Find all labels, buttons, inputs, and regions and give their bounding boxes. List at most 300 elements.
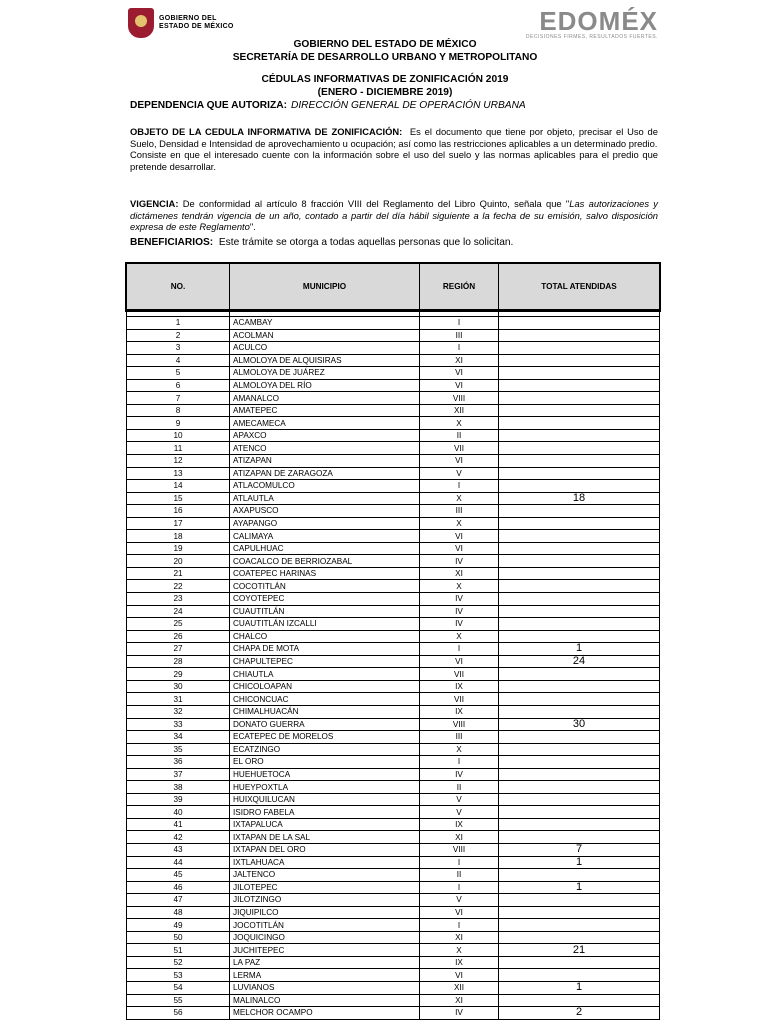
cell-municipio: CAPULHUAC [230,542,420,555]
table-row [127,680,660,693]
table-row [127,417,660,430]
cell-region: IV [420,768,499,781]
cell-total [499,379,660,392]
cell-no: 25 [127,618,230,631]
cell-total [499,869,660,882]
cell-total [499,756,660,769]
cell-region: III [420,329,499,342]
table-row [127,480,660,493]
cell-municipio: AYAPANGO [230,517,420,530]
cell-total [499,994,660,1007]
cell-region: VIII [420,843,499,856]
cell-region: IV [420,555,499,568]
cell-total: 1 [499,981,660,994]
cell-total [499,605,660,618]
vigencia-text: De conformidad al artículo 8 fracción VIII del Reglamento del Libro Quinto, señala que " [182,198,570,209]
cell-region: VI [420,455,499,468]
cell-region: VII [420,668,499,681]
cell-region: XI [420,567,499,580]
cell-municipio: ACAMBAY [230,317,420,330]
cell-municipio: JILOTEPEC [230,881,420,894]
cell-total [499,317,660,330]
table-row [127,367,660,380]
cell-municipio: ATLAUTLA [230,492,420,505]
cell-region: VIII [420,392,499,405]
cell-total [499,329,660,342]
cell-no: 41 [127,818,230,831]
cell-municipio: APAXCO [230,429,420,442]
cell-total [499,919,660,932]
table-row [127,404,660,417]
table-row [127,705,660,718]
table-row [127,818,660,831]
cell-no: 15 [127,492,230,505]
cell-total [499,417,660,430]
table-row [127,944,660,957]
cell-no: 27 [127,643,230,656]
cell-total: 24 [499,655,660,668]
cell-total [499,567,660,580]
cell-region: V [420,806,499,819]
cell-no: 24 [127,605,230,618]
cell-municipio: HUEYPOXTLA [230,781,420,794]
cell-total [499,931,660,944]
table-row [127,530,660,543]
cell-total: 7 [499,843,660,856]
cell-no: 43 [127,843,230,856]
beneficiarios-paragraph [130,237,658,249]
cell-municipio: AMANALCO [230,392,420,405]
cell-municipio: ALMOLOYA DE JUÁREZ [230,367,420,380]
cell-no: 22 [127,580,230,593]
table-row [127,455,660,468]
cell-municipio: CALIMAYA [230,530,420,543]
cell-total [499,768,660,781]
cell-no: 52 [127,956,230,969]
table-row [127,593,660,606]
cell-total [499,442,660,455]
cell-region: X [420,417,499,430]
header-municipio: MUNICIPIO [230,263,420,310]
cell-total [499,906,660,919]
gov-line1: GOBIERNO DEL [159,15,217,22]
cell-region: VI [420,655,499,668]
table-row [127,655,660,668]
cell-municipio: AXAPUSCO [230,505,420,518]
cell-total [499,818,660,831]
table-row [127,379,660,392]
cell-municipio: CHICONCUAC [230,693,420,706]
table-row [127,517,660,530]
cell-no: 20 [127,555,230,568]
cell-no: 50 [127,931,230,944]
cell-region: I [420,643,499,656]
cell-region: I [420,856,499,869]
vigencia-paragraph [130,198,658,233]
table-row [127,580,660,593]
cell-no: 3 [127,342,230,355]
cell-total [499,618,660,631]
cell-region: II [420,781,499,794]
cell-municipio: ATLACOMULCO [230,480,420,493]
gov-line2: ESTADO DE MÉXICO [159,23,234,30]
cell-no: 53 [127,969,230,982]
cell-total [499,505,660,518]
cell-region: VI [420,906,499,919]
cell-region: I [420,480,499,493]
cell-no: 14 [127,480,230,493]
cell-municipio: IXTAPALUCA [230,818,420,831]
table-row [127,731,660,744]
cell-municipio: CHALCO [230,630,420,643]
cell-municipio: HUEHUETOCA [230,768,420,781]
cell-municipio: ATIZAPAN DE ZARAGOZA [230,467,420,480]
cell-no: 51 [127,944,230,957]
cell-region: III [420,731,499,744]
cell-no: 40 [127,806,230,819]
table-row [127,894,660,907]
cell-municipio: CHAPA DE MOTA [230,643,420,656]
cell-total [499,705,660,718]
cell-no: 33 [127,718,230,731]
table-row [127,392,660,405]
title-line3: CÉDULAS INFORMATIVAS DE ZONIFICACIÓN 2019 [261,74,509,85]
cell-municipio: JILOTZINGO [230,894,420,907]
cell-municipio: ALMOLOYA DEL RÍO [230,379,420,392]
cell-no: 11 [127,442,230,455]
cell-municipio: CHAPULTEPEC [230,655,420,668]
vigencia-quote: Las autorizaciones y dictámenes tendrán vigencia de un año, contado a partir del día hábil siguiente a la fecha de su emisión, salvo disposición expresa de este Reglamento [130,198,658,233]
table-row [127,354,660,367]
table-row [127,630,660,643]
cell-region: V [420,793,499,806]
cell-no: 29 [127,668,230,681]
cell-no: 7 [127,392,230,405]
objeto-paragraph [130,126,658,173]
cell-region: XII [420,981,499,994]
dependencia-label: DEPENDENCIA QUE AUTORIZA: [130,100,287,111]
cell-total [499,593,660,606]
cell-municipio: JUCHITEPEC [230,944,420,957]
cell-no: 55 [127,994,230,1007]
cell-total [499,480,660,493]
cell-no: 49 [127,919,230,932]
cell-municipio: LA PAZ [230,956,420,969]
cell-region: VI [420,379,499,392]
cell-region: XI [420,931,499,944]
cell-municipio: IXTAPAN DE LA SAL [230,831,420,844]
cell-total [499,404,660,417]
cell-total: 1 [499,643,660,656]
cell-total [499,731,660,744]
cell-region: XII [420,404,499,417]
table-row [127,442,660,455]
cell-total: 2 [499,1007,660,1020]
cell-no: 12 [127,455,230,468]
cell-no: 32 [127,705,230,718]
document-titles [0,38,770,99]
cell-no: 38 [127,781,230,794]
table-row [127,329,660,342]
coat-of-arms-icon [128,8,154,38]
government-logo-text [159,15,234,31]
cell-no: 17 [127,517,230,530]
cell-no: 31 [127,693,230,706]
table-row [127,781,660,794]
cell-total [499,894,660,907]
cell-no: 34 [127,731,230,744]
cell-region: VI [420,969,499,982]
cell-municipio: HUIXQUILUCAN [230,793,420,806]
cell-no: 2 [127,329,230,342]
cell-region: X [420,630,499,643]
cell-municipio: CHIMALHUACÁN [230,705,420,718]
cell-municipio: EL ORO [230,756,420,769]
table-row [127,806,660,819]
cell-municipio: MELCHOR OCAMPO [230,1007,420,1020]
cell-total [499,542,660,555]
cell-region: I [420,756,499,769]
cell-municipio: CHIAUTLA [230,668,420,681]
table-row [127,843,660,856]
cell-region: I [420,919,499,932]
table-row [127,919,660,932]
table-row [127,756,660,769]
government-logo [128,8,234,38]
cell-total [499,392,660,405]
cell-municipio: CUAUTITLÁN [230,605,420,618]
cell-total [499,781,660,794]
cell-total [499,455,660,468]
cell-region: X [420,580,499,593]
brand-word: EDOMÉX [539,6,658,36]
table-row [127,793,660,806]
cell-municipio: CHICOLOAPAN [230,680,420,693]
cell-region: X [420,492,499,505]
table-row [127,342,660,355]
cell-region: IV [420,593,499,606]
table-row [127,718,660,731]
table-row [127,605,660,618]
cell-no: 8 [127,404,230,417]
cell-municipio: JOQUICINGO [230,931,420,944]
cell-total [499,680,660,693]
cell-total [499,517,660,530]
cell-no: 56 [127,1007,230,1020]
cell-region: I [420,317,499,330]
cell-no: 23 [127,593,230,606]
cell-no: 47 [127,894,230,907]
cell-total [499,969,660,982]
cell-municipio: COATEPEC HARINAS [230,567,420,580]
dependencia [130,100,526,111]
cell-region: IV [420,605,499,618]
cell-total [499,668,660,681]
cell-no: 28 [127,655,230,668]
table-body [127,317,660,1020]
cell-total [499,630,660,643]
table-header-row [127,263,660,310]
cell-no: 30 [127,680,230,693]
cell-no: 21 [127,567,230,580]
title-line1: GOBIERNO DEL ESTADO DE MÉXICO [293,39,477,50]
cell-municipio: ECATZINGO [230,743,420,756]
table-row [127,969,660,982]
table-row [127,881,660,894]
cell-region: II [420,429,499,442]
cell-no: 39 [127,793,230,806]
cell-municipio: ECATEPEC DE MORELOS [230,731,420,744]
cell-municipio: COYOTEPEC [230,593,420,606]
table-row [127,831,660,844]
cell-total [499,793,660,806]
objeto-text1: Es el documento que tiene por objeto, precisar el Uso de Suelo, Densidad e Intensidad de aprovechamiento u ocupación; así como las restricciones aplicables a un determinado predio. [130,126,658,149]
cell-region: VII [420,442,499,455]
table-row [127,668,660,681]
cell-region: VI [420,542,499,555]
header-no: NO. [127,263,230,310]
cell-total [499,956,660,969]
table-row [127,856,660,869]
cell-total [499,580,660,593]
cell-region: VIII [420,718,499,731]
table-row [127,743,660,756]
cell-total [499,354,660,367]
objeto-text2: Consiste en que el interesado cuente con la información sobre el uso del suelo y las normas aplicables para el predio que pretende desarrollar. [130,149,658,173]
cell-region: IX [420,680,499,693]
cell-region: I [420,342,499,355]
cell-municipio: ATIZAPAN [230,455,420,468]
cell-no: 13 [127,467,230,480]
cell-total [499,743,660,756]
cell-total: 18 [499,492,660,505]
table-row [127,492,660,505]
cell-region: IX [420,705,499,718]
cell-no: 37 [127,768,230,781]
cell-region: IV [420,1007,499,1020]
table-row [127,906,660,919]
header-total-atendidas: TOTAL ATENDIDAS [499,263,660,310]
cell-municipio: LERMA [230,969,420,982]
cell-municipio: JALTENCO [230,869,420,882]
cell-region: X [420,517,499,530]
cell-total [499,693,660,706]
cell-municipio: AMATEPEC [230,404,420,417]
table-row [127,994,660,1007]
cell-municipio: COCOTITLÁN [230,580,420,593]
cell-total [499,342,660,355]
table-row [127,693,660,706]
cell-total [499,367,660,380]
cell-municipio: ATENCO [230,442,420,455]
cell-region: XI [420,354,499,367]
cell-municipio: IXTLAHUACA [230,856,420,869]
cell-region: IX [420,956,499,969]
cell-municipio: COACALCO DE BERRIOZABAL [230,555,420,568]
title-line4: (ENERO - DICIEMBRE 2019) [317,87,453,98]
cell-municipio: CUAUTITLÁN IZCALLI [230,618,420,631]
cell-total [499,831,660,844]
cell-municipio: ISIDRO FABELA [230,806,420,819]
table-row [127,931,660,944]
cell-no: 5 [127,367,230,380]
cell-no: 42 [127,831,230,844]
cell-no: 18 [127,530,230,543]
edomex-logo [526,8,658,40]
cell-region: II [420,869,499,882]
cell-region: VI [420,530,499,543]
cell-region: IV [420,618,499,631]
cell-no: 36 [127,756,230,769]
cell-region: VI [420,367,499,380]
cell-no: 16 [127,505,230,518]
vigencia-label: VIGENCIA: [130,198,179,209]
cell-total [499,429,660,442]
table-row [127,555,660,568]
dependencia-value: DIRECCIÓN GENERAL DE OPERACIÓN URBANA [290,100,526,111]
cell-total [499,530,660,543]
cell-region: V [420,467,499,480]
beneficiarios-text: Este trámite se otorga a todas aquellas personas que lo solicitan. [218,237,514,248]
header-region: REGIÓN [420,263,499,310]
table-row [127,618,660,631]
cell-municipio: ACULCO [230,342,420,355]
cell-region: III [420,505,499,518]
table-row [127,317,660,330]
cell-total: 1 [499,881,660,894]
cell-municipio: ALMOLOYA DE ALQUISIRAS [230,354,420,367]
cell-region: VII [420,693,499,706]
table-row [127,981,660,994]
table-row [127,869,660,882]
table-row [127,1007,660,1020]
title-line2: SECRETARÍA DE DESARROLLO URBANO Y METROPOLITANO [232,52,538,63]
cell-no: 10 [127,429,230,442]
table-row [127,542,660,555]
cell-municipio: IXTAPAN DEL ORO [230,843,420,856]
cell-no: 35 [127,743,230,756]
cell-municipio: JIQUIPILCO [230,906,420,919]
cell-region: X [420,944,499,957]
table-row [127,643,660,656]
cell-region: XI [420,831,499,844]
cell-no: 19 [127,542,230,555]
table-row [127,467,660,480]
table-row [127,429,660,442]
cell-total [499,467,660,480]
beneficiarios-label: BENEFICIARIOS: [130,237,214,248]
cell-total [499,555,660,568]
cell-no: 4 [127,354,230,367]
cell-municipio: JOCOTITLÁN [230,919,420,932]
table-row [127,956,660,969]
cell-region: V [420,894,499,907]
cell-municipio: ACOLMAN [230,329,420,342]
brand-tagline: DECISIONES FIRMES, RESULTADOS FUERTES. [525,34,658,40]
cell-no: 48 [127,906,230,919]
table-row [127,567,660,580]
cell-no: 6 [127,379,230,392]
cell-no: 45 [127,869,230,882]
cell-total [499,806,660,819]
table-row [127,505,660,518]
objeto-label: OBJETO DE LA CEDULA INFORMATIVA DE ZONIFICACIÓN: [130,126,403,137]
cell-total: 21 [499,944,660,957]
cell-region: IX [420,818,499,831]
cell-total: 1 [499,856,660,869]
cell-region: XI [420,994,499,1007]
cell-total: 30 [499,718,660,731]
